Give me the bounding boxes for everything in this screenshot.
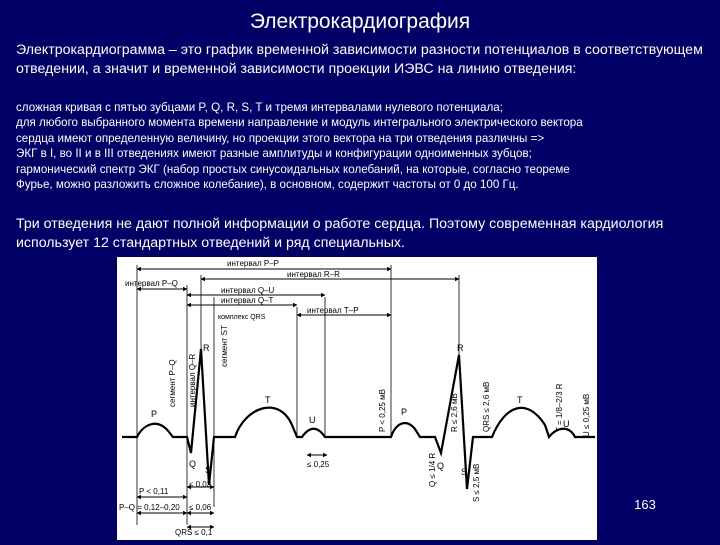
details-line: ЭКГ в I, во II и в III отведениях имеют разные амплитуды и конфигурации одноименных зубцов; bbox=[16, 147, 532, 161]
wave-label-q: Q bbox=[189, 459, 197, 469]
label-val-pq: P–Q = 0,12–0,20 bbox=[119, 503, 180, 512]
slide-title: Электрокардиография bbox=[249, 10, 471, 33]
details-line: для любого выбранного момента времени направление и модуль интегрального электрического вектора bbox=[16, 116, 583, 130]
label-val-006: ≤ 0,06 bbox=[189, 503, 212, 512]
label-q-amp: Q ≤ 1/4 R bbox=[428, 452, 437, 487]
leads-paragraph: Три отведения не дают полной информации о работе сердца. Поэтому современная кардиология использует 12 стандартных отведений и ряд специальных. bbox=[16, 216, 664, 251]
wave-label-r: R bbox=[203, 343, 210, 353]
label-u-amp: U ≤ 0,25 мВ bbox=[582, 393, 591, 437]
wave-label-r2: R bbox=[457, 343, 464, 353]
wave-label-s2: S bbox=[461, 467, 468, 477]
ecg-diagram bbox=[117, 257, 597, 540]
page-number: 163 bbox=[634, 497, 656, 512]
details-line: сердца имеют определенную величину, но проекции этого вектора на три отведения различны => bbox=[16, 131, 545, 145]
label-r-amp: R ≤ 2,6 мВ bbox=[450, 393, 459, 432]
details-line: сложная кривая с пятью зубцами P, Q, R, S, T и тремя интервалами нулевого потенциала; bbox=[16, 101, 503, 114]
details-line: гармонический спектр ЭКГ (набор простых синусоидальных колебаний, на которые, согласно теореме bbox=[16, 162, 570, 176]
wave-label-p: P bbox=[151, 409, 158, 419]
details-paragraph bbox=[16, 100, 716, 192]
definition-paragraph: Электрокардиограмма – это график временной зависимости разности потенциалов в соответствующем отведении, а значит и временной зависимости проекции ИЭВС на линию отведения: bbox=[16, 42, 703, 77]
wave-label-t2: T bbox=[517, 395, 523, 405]
wave-label-p2: P bbox=[401, 407, 408, 417]
interval-arrows bbox=[137, 269, 459, 527]
label-complex-qrs: комплекс QRS bbox=[218, 314, 266, 321]
label-interval-pq: интервал P–Q bbox=[125, 279, 178, 288]
details-line: Фурье, можно разложить сложное колебание), в основном, содержит частоты от 0 до 100 Гц. bbox=[16, 178, 519, 192]
label-segment-st: сегмент ST bbox=[220, 325, 229, 367]
label-p-amp: P < 0,25 мВ bbox=[378, 389, 387, 432]
label-interval-qr: интервал Q–R bbox=[188, 353, 197, 407]
label-interval-pp: интервал P–P bbox=[227, 259, 279, 268]
label-qrs-amp: QRS ≤ 2,6 мВ bbox=[482, 381, 491, 432]
wave-label-s: S bbox=[205, 465, 212, 475]
label-s-amp: S ≤ 2,5 мВ bbox=[472, 463, 481, 502]
label-interval-tp: интервал T–P bbox=[307, 306, 359, 315]
label-interval-rr: интервал R–R bbox=[287, 270, 340, 279]
reference-lines bbox=[137, 265, 459, 525]
label-interval-qu: интервал Q–U bbox=[221, 286, 275, 295]
ecg-diagram-svg bbox=[117, 257, 597, 540]
label-segment-pq: сегмент P–Q bbox=[168, 359, 177, 407]
wave-label-u: U bbox=[309, 415, 316, 425]
label-interval-qt: интервал Q–T bbox=[221, 296, 274, 305]
wave-label-u2: U bbox=[563, 419, 570, 429]
wave-label-t: T bbox=[265, 395, 271, 405]
label-val-p011: P < 0,11 bbox=[139, 487, 169, 496]
label-t-amp: T = 1/8–2/3 R bbox=[555, 383, 564, 432]
wave-label-q2: Q bbox=[437, 461, 445, 471]
label-val-025: ≤ 0,25 bbox=[307, 460, 330, 469]
label-val-qrs: QRS ≤ 0,1 bbox=[175, 528, 213, 537]
label-val-003: ≤ 0,03 bbox=[189, 480, 212, 489]
